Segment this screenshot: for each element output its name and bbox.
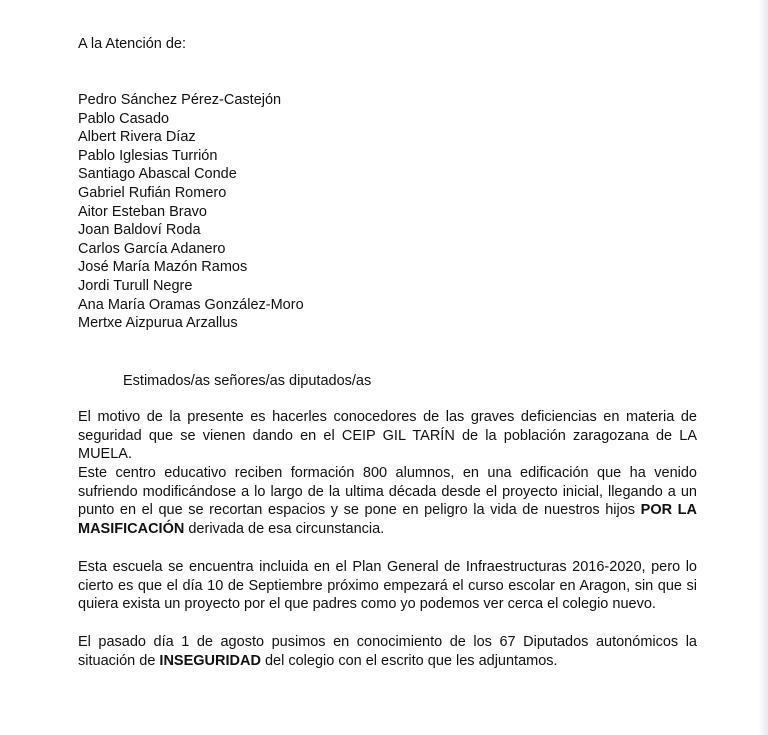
recipient-item: Mertxe Aizpurua Arzallus bbox=[78, 315, 238, 332]
recipient-item: Pedro Sánchez Pérez-Castejón bbox=[78, 92, 282, 108]
paragraph-agosto bbox=[78, 633, 697, 670]
recipient-item: Ana María Oramas González-Moro bbox=[78, 296, 304, 313]
attention-line: A la Atención de: bbox=[78, 36, 187, 52]
recipient-item: Pablo Casado bbox=[78, 110, 170, 127]
paragraph-centro bbox=[78, 464, 697, 538]
page-edge-shadow bbox=[758, 0, 768, 735]
recipient-item: Carlos García Adanero bbox=[78, 240, 226, 257]
recipient-item: Jordi Turull Negre bbox=[78, 277, 193, 294]
paragraph-text: derivada de esa circunstancia. bbox=[184, 520, 385, 537]
recipient-item: José María Mazón Ramos bbox=[78, 259, 248, 276]
paragraph-text: El pasado día 1 de agosto pusimos en conocimiento de los 67 Diputados autonómicos la situación de bbox=[78, 634, 697, 669]
emphasis-masificacion: POR LA MASIFICACIÓN bbox=[78, 502, 698, 537]
recipient-item: Gabriel Rufián Romero bbox=[78, 184, 227, 201]
paragraph-motivo: El motivo de la presente es hacerles conocedores de las graves deficiencias en materia de seguridad que se vienen dando en el CEIP GIL TARÍN de la población zaragozana de LA MUELA. bbox=[78, 409, 697, 463]
recipient-item: Pablo Iglesias Turrión bbox=[78, 147, 218, 164]
paragraph-plan: Esta escuela se encuentra incluida en el Plan General de Infraestructuras 2016-2020, pero lo cierto es que el día 10 de Septiembre próximo empezará el curso escolar en Aragon, sin que si quiera exista un proyecto por el que padres como yo podemos ver cerca el colegio nuevo. bbox=[78, 559, 697, 613]
recipient-item: Santiago Abascal Conde bbox=[78, 166, 237, 183]
paragraph-text: Este centro educativo reciben formación 800 alumnos, en una edificación que ha venido sufriendo modificándose a lo largo de la ultima década desde el proyecto inicial, llegando a un punto en el que se recortan espacios y se pone en peligro la vida de nuestros hijos bbox=[78, 465, 697, 519]
greeting-line: Estimados/as señores/as diputados/as bbox=[123, 373, 372, 389]
recipient-list bbox=[78, 91, 304, 333]
recipient-item: Aitor Esteban Bravo bbox=[78, 203, 207, 220]
emphasis-inseguridad: INSEGURIDAD bbox=[159, 652, 261, 669]
recipient-item: Joan Baldoví Roda bbox=[78, 222, 201, 239]
paragraph-text: del colegio con el escrito que les adjuntamos. bbox=[260, 652, 558, 669]
recipient-item: Albert Rivera Díaz bbox=[78, 129, 196, 146]
